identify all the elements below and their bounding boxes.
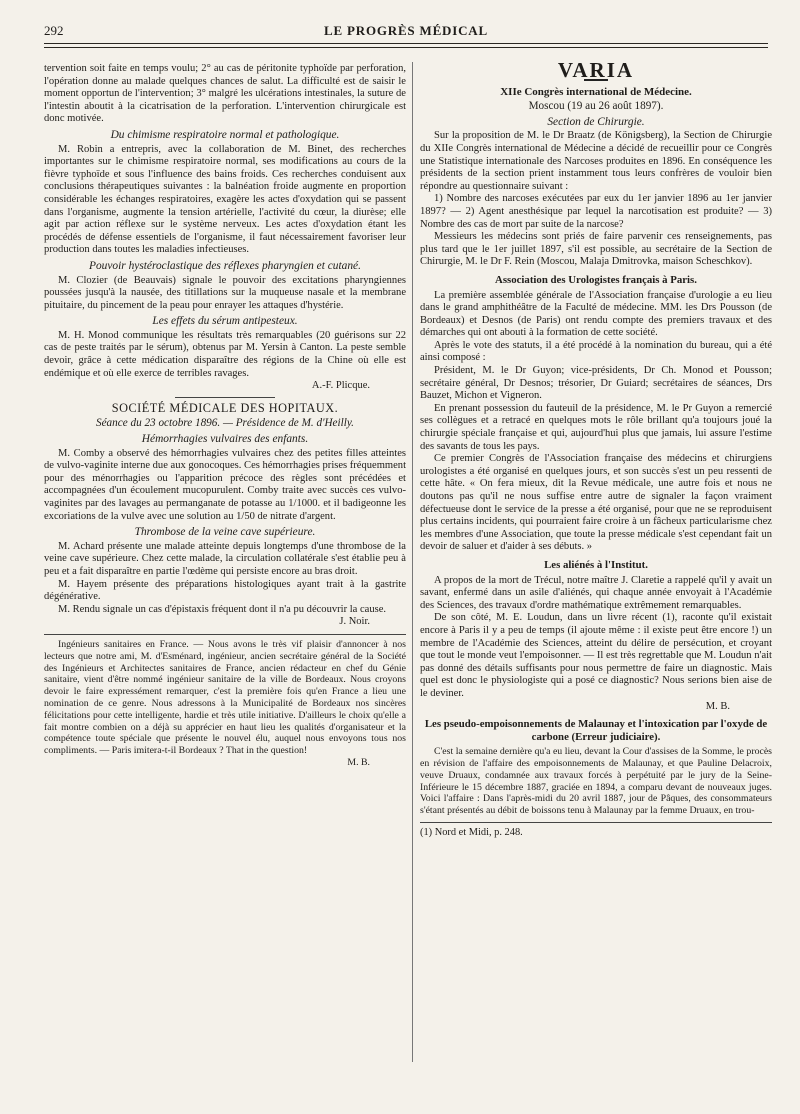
varia-heading: VARIA [557,58,635,82]
congres-text: Sur la proposition de M. le Dr Braatz (de Königsberg), la Section de Chirurgie du XIIe Congrès international de Médecine a décidé de recueillir pour ce Congrès une Statistique internationale des Narcoses produites en 1896. En conséquence les présidents de la section prient instamment tous leurs confrères de vouloir bien répondre au questionnaire suivant : [420,130,772,192]
congres-questions: 1) Nombre des narcoses exécutées par eux du 1er janvier 1896 au 1er janvier 1897? — 2) Agent anesthésique par lequel la narcotisation est produite? — 3) Nombre des cas de mort par suite de la narcose? [420,193,772,230]
journal-title: LE PROGRÈS MÉDICAL [324,23,488,38]
alienes-text-2: De son côté, M. E. Loudun, dans un livre récent (1), raconte qu'il existait encore à Paris il y a peu de temps (il ajoute même : il existe peut être encore !) un membre de l'Académie des Sciences, atteint du délire de persécution, et croyant que tout le monde veut l'empoisonner. — Il est très regrettable que M. Loudun n'ait pas donné des détails suffisants pour nous permettre de faire un diagnostic. Mais quel est donc le physiologiste qui a posé ce diagnostic? Nous serions bien aise de le deviner. [420,612,772,699]
section-divider [175,397,275,398]
ingenieurs-text: Ingénieurs sanitaires en France. — Nous avons le très vif plaisir d'annoncer à nos lecteurs que notre ami, M. d'Esménard, ingénieur, ancien secrétaire général de la Société des Ingénieurs et Architectes sanitaires de France, ancien rédacteur en chef du Génie sanitaire, vient d'être nommé ingénieur sanitaire de la ville de Bordeaux. Nous croyons devoir le faire expressément remarquer, c'est la première fois qu'en France a lieu une nomination de ce genre. Nous adressons à la Municipalité de Bordeaux nos sincères félicitations pour cette intelligente, hardie et très utile initiative. D'ailleurs le choix qu'elle a fait montre combien on a déjà su apprécier en haut lieu les qualités d'organisateur et la compétence toute spéciale que présente le nouvel élu, auquel nous envoyons tous nos compliments. — Paris imitera-t-il Bordeaux ? That in the question! [44,638,406,757]
hemorr-title: Hémorrhagies vulvaires des enfants. [141,433,309,446]
serum-signature: A.-F. Plicque. [311,380,370,392]
left-column [44,63,406,769]
footnote-divider [420,822,772,823]
alienes-text: A propos de la mort de Trécul, notre maître J. Claretie a rappelé qu'il y avait un savant, enfermé dans un asile d'aliénés, qui chaque année envoyait à l'Académie des Sciences, des travaux d'ordre mathématique extrêmement remarquables. [420,574,772,611]
thrombose-title: Thrombose de la veine cave supérieure. [134,526,316,539]
congres-place: Moscou (19 au 26 août 1897). [528,100,664,113]
right-column [420,58,772,840]
seance-line: Séance du 23 octobre 1896. — Présidence de M. d'Heilly. [96,417,354,430]
footnote: (1) Nord et Midi, p. 248. [420,827,523,839]
rendu-text: M. Rendu signale un cas d'épistaxis fréquent dont il n'a pu découvrir la cause. [58,603,387,615]
urologistes-title: Association des Urologistes français à Paris. [495,273,697,286]
urologistes-text-4: En prenant possession du fauteuil de la présidence, M. le Pr Guyon a remercié ses collègues et a retracé en quelques mots le rôle brillant qu'a toujours joué la chirurgie spéciale française et qui, aujourd'hui plus que jamais, lui assure l'estime des savants de tous les pays. [420,402,772,452]
serum-text: M. H. Monod communique les résultats très remarquables (20 guérisons sur 22 cas de peste traités par le sérum), obtenus par M. Yersin à Canton. La peste semble devoir, grâce à cette médication disparaître des régions de la Chine où elle est endémique et où elle exerce de terribles ravages. [44,329,406,379]
serum-title: Les effets du sérum antipesteux. [152,315,298,328]
empoison-text: C'est la semaine dernière qu'a eu lieu, devant la Cour d'assises de la Somme, le procès en révision de l'affaire des empoisonnements de Malaunay, et que Pauline Delacroix, veuve Druaux, condamnée aux travaux forcés à perpétuité par le jury de la Seine-Inférieure le 15 décembre 1887, graciée en 1894, a comparu devant de nouveaux juges. Voici l'affaire : Dans l'après-midi du 20 avril 1887, jour de Pâques, des consommateurs s'étant présentés au débit de boissons tenu à Malaunay par la femme Druaux, en trou- [420,746,772,817]
page-header [44,24,768,42]
empoison-title: Les pseudo-empoisonnements de Malaunay et l'intoxication par l'oxyde de carbone (Erreur judiciaire). [424,718,768,743]
header-rule-thin [44,47,768,48]
chimisme-text: M. Robin a entrepris, avec la collaboration de M. Binet, des recherches importantes sur le chimisme respiratoire normal, ses modifications au cours de la fièvre typhoïde et sous l'influence des bains froids. Ces recherches conduisent aux conclusions thérapeutiques suivantes : la balnéation froide augmente en proportion considérable les échanges respiratoires, exagère les actes d'oxydation qui se passent dans l'organisme, augmente la tension artérielle, l'activité du cœur, la diurèse; elle agit par action réflexe sur le système nerveux. Les actes d'oxydation étant les procédés de défense essentiels de l'organisme, il faut nécessairement favoriser leur production dans toutes les maladies infectieuses. [44,143,406,256]
pouvoir-title: Pouvoir hystéroclastique des réflexes pharyngien et cutané. [89,259,361,272]
pouvoir-text: M. Clozier (de Beauvais) signale le pouvoir des excitations pharyngiennes poussées jusqu'à la nausée, des titillations sur la muqueuse nasale et la membrane pituitaire, du pincement de la peau pour enrayer les attaques d'hystérie. [44,274,406,311]
rendu-signature: J. Noir. [339,616,370,628]
urologistes-text: La première assemblée générale de l'Association française d'urologie a eu lieu dans le grand amphithéâtre de la Faculté de médecine. MM. les Drs Pousson (de Bordeaux) et Desnos (de Paris) ont rendu compte des premiers travaux et des démarches qui ont abouti à la formation de cette société. [420,289,772,339]
alienes-signature: M. B. [705,700,730,712]
intro-paragraph: tervention soit faite en temps voulu; 2° au cas de péritonite typhoïde par perforation, l'opération donne au malade quelques chances de salut. La difficulté est de saisir le moment opportun de l'intervention; 3° malgré les ulcérations intestinales, la suture de l'intestin aboutit à la cicatrisation de la perforation. L'intervention chirurgicale est donc motivée. [44,63,406,125]
societe-title: SOCIÉTÉ MÉDICALE DES HOPITAUX. [111,400,339,415]
congres-section: Section de Chirurgie. [547,115,645,128]
notice-divider [44,634,406,635]
ingenieurs-signature: M. B. [347,756,370,768]
urologistes-text-3: Président, M. le Dr Guyon; vice-présidents, Dr Ch. Monod et Pousson; secrétaire général, Dr Desnos; trésorier, Dr Guiard; secrétaires de séances, Drs Bauzet, Michon et Vigneron. [420,365,772,402]
urologistes-text-5: Ce premier Congrès de l'Association française des médecins et chirurgiens urologistes a été organisé en quelques jours, et son succès s'est un peu ressenti de cette hâte. « On fera mieux, dit la Revue médicale, une autre fois et nous ne doutons pas qu'il ne nous suffise entre autre de signaler la façon vraiment défectueuse dont le service de la presse a été organisé, pour que ne se reproduisent plus certains incidents, qui pourraient faire croire à un fâcheux particularisme chez les membres d'une Association, que toute la presse médicale s'est cependant fait un devoir de saluer et d'aider à ses débuts. » [420,453,772,553]
column-separator [412,62,413,1062]
urologistes-text-2: Après le vote des statuts, il a été procédé à la nomination du bureau, qui a été ainsi composé : [420,339,772,364]
alienes-title: Les aliénés à l'Institut. [544,558,648,571]
page-number: 292 [44,23,64,38]
hemorr-text: M. Comby a observé des hémorrhagies vulvaires chez des petites filles atteintes de vulvo-vaginite interne due aux gonocoques. Ces hémorrhagies prises fréquemment pour des ménorrhagies ou l'apparition précoce des règles sont précédées et accompagnées d'un écoulement mucopurulent. Comby traite avec succès ces vulvo-vaginites par des lavages au permanganate de potasse au 1/1000. et il badigeonne les excoriations de la vulve avec une solution au 1/50 de nitrate d'argent. [44,447,407,522]
congres-text-2: Messieurs les médecins sont priés de faire parvenir ces renseignements, pas plus tard que le 1er juillet 1897, s'il est possible, au secrétaire de la Section de Chirurgie, M. le Dr F. Rein (Moscou, Malaja Dmitrovka, maison Scheschkov). [420,231,772,268]
hayem-text: M. Hayem présente des préparations histologiques ayant trait à la gastrite dégénérative. [44,578,406,603]
header-rule [44,43,768,44]
chimisme-title: Du chimisme respiratoire normal et pathologique. [110,128,340,141]
thrombose-text: M. Achard présente une malade atteinte depuis longtemps d'une thrombose de la veine cave supérieure. Chez cette malade, la circulation collatérale s'est établie peu à peu et a fait disparaître en partie l'œdème qui persiste encore au bras droit. [44,540,406,577]
congres-title: XIIe Congrès international de Médecine. [500,85,692,98]
